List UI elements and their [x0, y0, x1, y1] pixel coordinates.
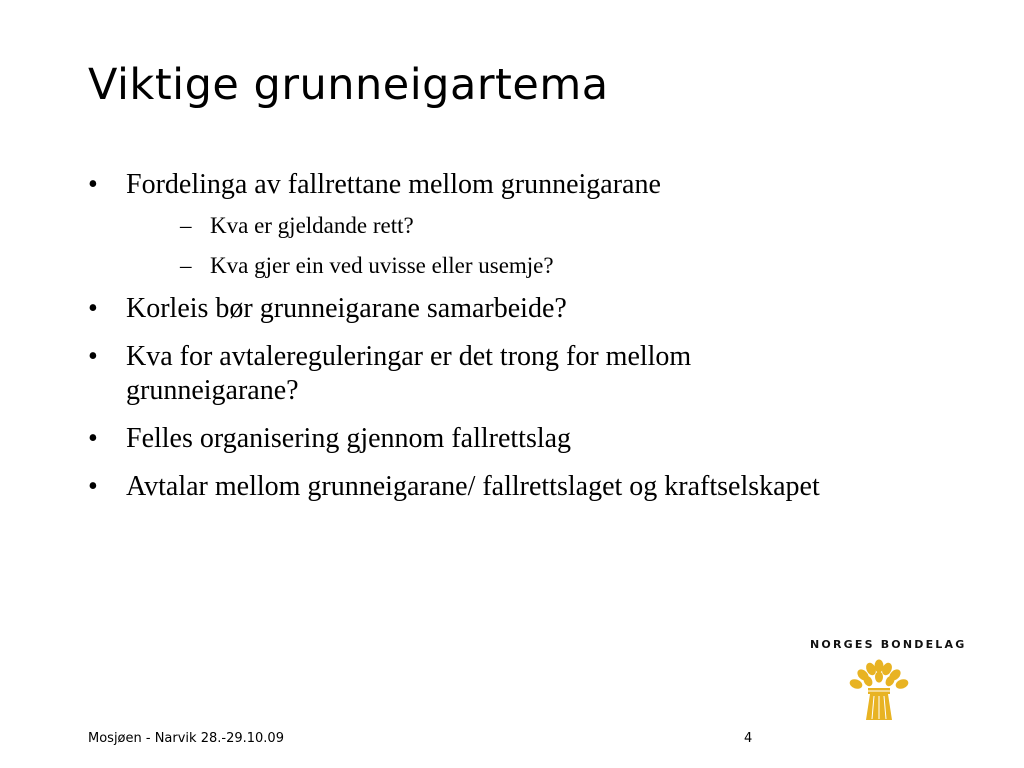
bullet-text: Felles organisering gjennom fallrettslag	[126, 423, 572, 454]
bullet-item	[88, 340, 848, 408]
bullet-text: Korleis bør grunneigarane samarbeide?	[126, 293, 567, 324]
bullet-item	[88, 168, 848, 280]
bullet-marker: •	[88, 471, 98, 502]
slide-title: Viktige grunneigartema	[88, 60, 609, 110]
sub-bullet-text: Kva er gjeldande rett?	[210, 213, 414, 238]
sub-bullet-item	[126, 252, 848, 280]
bullet-item	[88, 470, 848, 504]
logo-wordmark: NORGES BONDELAG	[810, 638, 967, 651]
sub-bullet-marker: –	[180, 213, 192, 238]
page-number: 4	[744, 731, 753, 746]
bullet-marker: •	[88, 293, 98, 324]
bullet-list	[88, 168, 848, 518]
sub-bullet-list	[126, 212, 848, 280]
bullet-marker: •	[88, 423, 98, 454]
bullet-text: Kva for avtalereguleringar er det trong for mellom grunneigarane?	[126, 341, 692, 406]
bullet-item	[88, 292, 848, 326]
sub-bullet-marker: –	[180, 253, 192, 278]
bullet-item	[88, 422, 848, 456]
bullet-text: Avtalar mellom grunneigarane/ fallrettslaget og kraftselskapet	[126, 471, 820, 502]
sub-bullet-text: Kva gjer ein ved uvisse eller usemje?	[210, 253, 554, 278]
wheat-sheaf-icon	[848, 658, 910, 722]
sub-bullet-item	[126, 212, 848, 240]
bullet-marker: •	[88, 169, 98, 200]
bullet-text: Fordelinga av fallrettane mellom grunneigarane	[126, 169, 661, 200]
footer-event-info: Mosjøen - Narvik 28.-29.10.09	[88, 731, 284, 746]
bullet-marker: •	[88, 341, 98, 372]
